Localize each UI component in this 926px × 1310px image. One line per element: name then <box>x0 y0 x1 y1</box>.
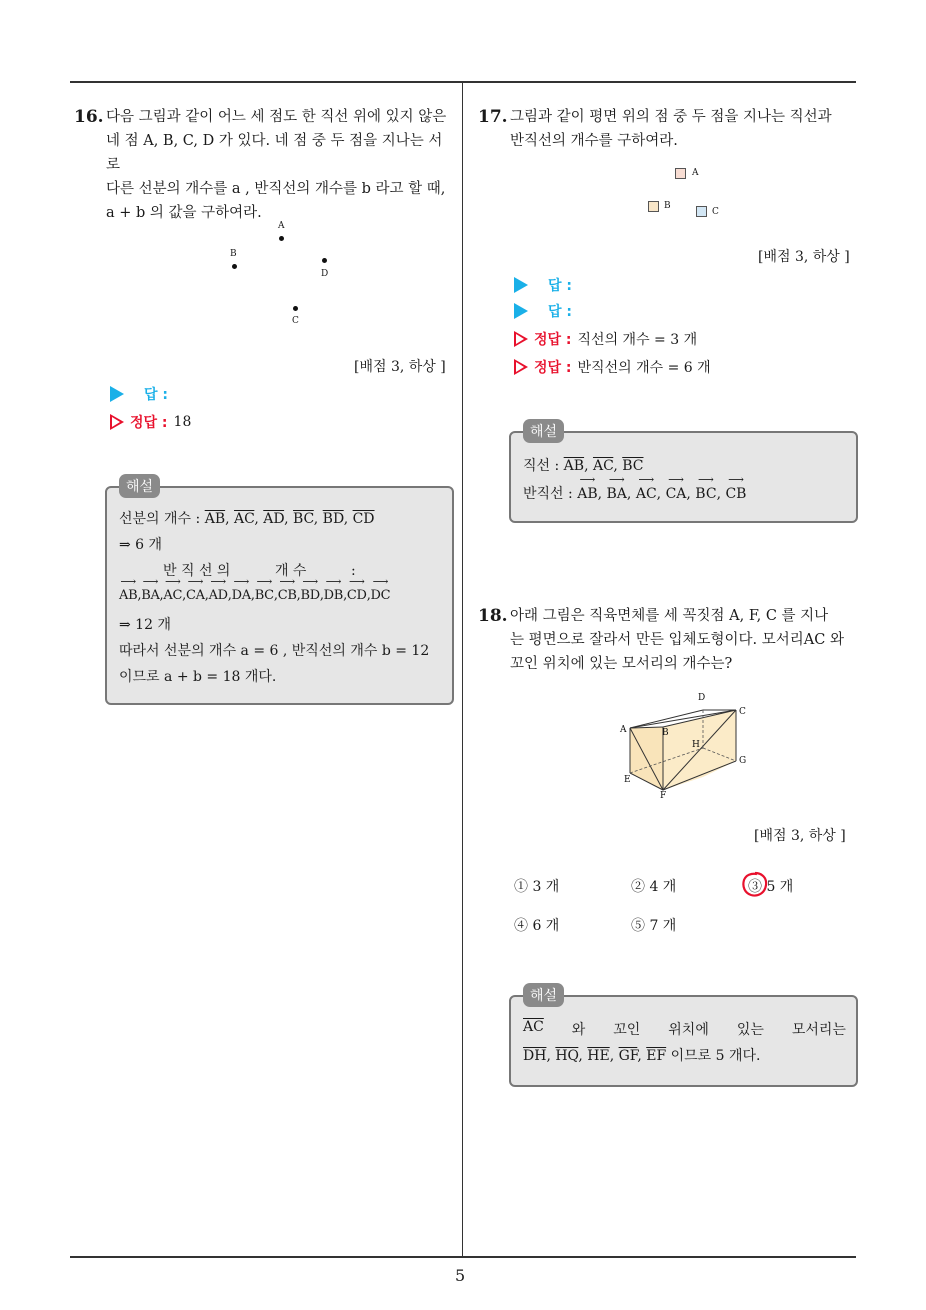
q18-solid-figure <box>615 688 755 800</box>
q16-answer: 답 : <box>110 384 168 404</box>
selected-circle-mark <box>740 870 770 900</box>
q18-explain-tag: 해설 <box>523 983 564 1007</box>
arrow-icon <box>514 303 528 319</box>
vertex-a: A <box>620 725 627 735</box>
q16-text: 다음 그림과 같이 어느 세 점도 한 직선 위에 있지 않은 네 점 A, B, C, D 가 있다. 네 점 중 두 점을 지나는 서로 다른 선분의 개수를 a , 반직선의 개수를 b 라고 할 때, a + b 의 값을 구하여라. <box>106 109 447 221</box>
q17-text: 그림과 같이 평면 위의 점 중 두 점을 지나는 직선과 반직선의 개수를 구하여라. <box>510 109 832 149</box>
vertex-g: G <box>739 756 747 766</box>
q16-explain-tag: 해설 <box>119 474 160 498</box>
q17-correct-1: 정답 : 직선의 개수 = 3 개 <box>514 329 697 349</box>
choice-1[interactable]: ① 3 개 <box>514 879 560 895</box>
arrow-outline-icon <box>514 359 528 375</box>
q17-number: 17. <box>478 107 508 127</box>
choice-3-marker: ③ <box>748 879 762 895</box>
q18-number: 18. <box>478 606 508 626</box>
q18-score: [배점 3, 하상 ] <box>754 828 846 844</box>
arrow-outline-icon <box>514 331 528 347</box>
q17-answer-1: 답 : <box>514 275 572 295</box>
q18-text: 아래 그림은 직육면체를 세 꼭짓점 A, F, C 를 지나 는 평면으로 잘라서 만든 입체도형이다. 모서리AC 와 꼬인 위치에 있는 모서리의 개수는? <box>510 608 844 672</box>
page-number: 5 <box>455 1266 466 1285</box>
q18-explanation: $\overline{AC}$ 와 꼬인 위치에 있는 모서리는 $\overline{DH}$, $\overline{HQ}$, $\overline{HE}$, $\overline{GF}$, $\overline{EF}$ 이므로 5 개다. <box>509 995 858 1087</box>
arrow-icon <box>514 277 528 293</box>
arrow-icon <box>110 386 124 402</box>
vertex-d: D <box>698 693 706 703</box>
q17-correct-2: 정답 : 반직선의 개수 = 6 개 <box>514 357 711 377</box>
vertex-h: H <box>692 740 700 750</box>
q17-answer-2: 답 : <box>514 301 572 321</box>
vertex-e: E <box>624 775 631 785</box>
vertex-c: C <box>739 707 746 717</box>
q16-score: [배점 3, 하상 ] <box>354 359 446 375</box>
choice-3[interactable]: ③ 5 개 <box>748 879 794 895</box>
q16-explanation: 선분의 개수 : $\overline{AB}$, $\overline{AC}$, $\overline{AD}$, $\overline{BC}$, $\overline{BD}$, $\overline{CD}$ ⇒ 6 개 반 직 선 의 개 수 : ⟶ AB,⟶ BA,⟶ AC,⟶ CA,⟶ AD,⟶ DA,⟶ BC,⟶ CB,⟶ BD,⟶ DB,⟶ CD,⟶ DC ⇒ 12 개 따라서 선분의 개수 a = 6 , 반직선의 개수 b = 12 이므로 a + b = 18 개다. <box>105 486 454 705</box>
top-rule <box>70 81 856 83</box>
center-divider <box>462 83 463 1258</box>
bottom-rule <box>70 1256 856 1258</box>
vertex-f: F <box>660 791 667 800</box>
q16-correct: 정답 : 18 <box>110 412 191 432</box>
q16-number: 16. <box>74 107 104 127</box>
choice-2[interactable]: ② 4 개 <box>631 879 677 895</box>
arrow-outline-icon <box>110 414 124 430</box>
q17-explanation: 직선 : $\overline{AB}$, $\overline{AC}$, $\overline{BC}$ 반직선 : ⟶ AB, ⟶ BA, ⟶ AC, ⟶ CA, ⟶ BC, ⟶ CB <box>509 431 858 523</box>
vertex-b: B <box>662 728 669 738</box>
q17-score: [배점 3, 하상 ] <box>758 249 850 265</box>
choice-4[interactable]: ④ 6 개 <box>514 918 560 934</box>
choice-5[interactable]: ⑤ 7 개 <box>631 918 677 934</box>
q17-explain-tag: 해설 <box>523 419 564 443</box>
